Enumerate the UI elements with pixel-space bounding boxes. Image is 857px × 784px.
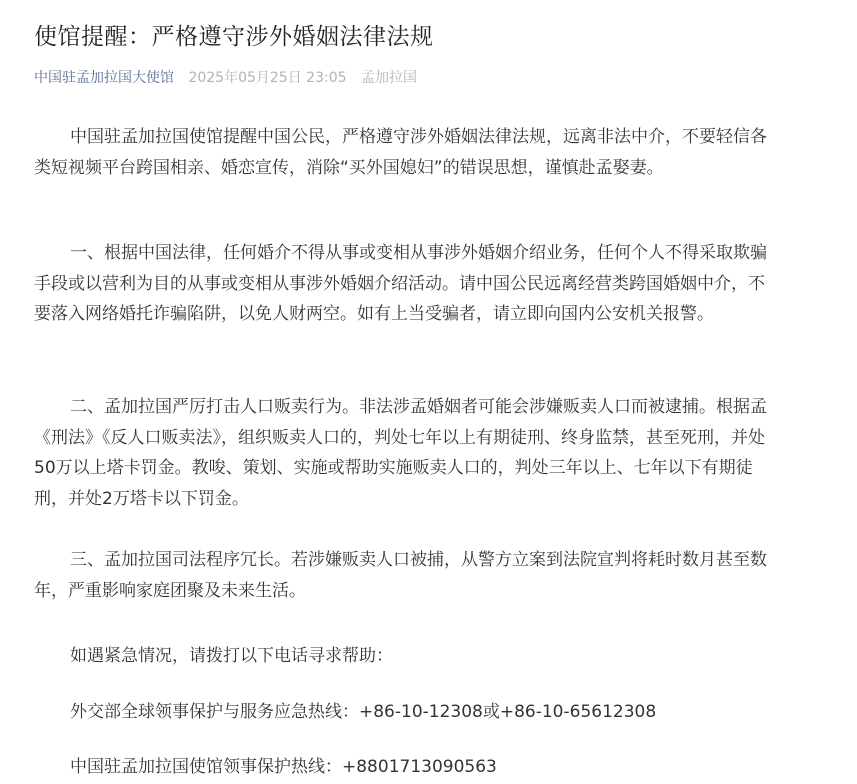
hotline-mfa: 外交部全球领事保护与服务应急热线：+86-10-12308或+86-10-65612308 <box>70 702 657 722</box>
hotline-embassy: 中国驻孟加拉国使馆领事保护热线：+8801713090563 <box>70 757 497 777</box>
author-link[interactable]: 中国驻孟加拉国大使馆 <box>34 70 174 86</box>
paragraph-intro: 中国驻孟加拉国使馆提醒中国公民，严格遵守涉外婚姻法律法规，远离非法中介，不要轻信各类短视频平台跨国相亲、婚恋宣传，消除“买外国媳妇”的错误思想，谨慎赴孟娶妻。 <box>34 127 767 178</box>
article-title: 使馆提醒：严格遵守涉外婚姻法律法规 <box>34 24 434 50</box>
paragraph-emergency: 如遇紧急情况，请拨打以下电话寻求帮助： <box>70 646 393 666</box>
paragraph-point-2: 二、孟加拉国严厉打击人口贩卖行为。非法涉孟婚姻者可能会涉嫌贩卖人口而被逮捕。根据孟《刑法》《反人口贩卖法》，组织贩卖人口的，判处七年以上有期徒刑、终身监禁，甚至死刑，并处50万以上塔卡罚金。教唆、策划、实施或帮助实施贩卖人口的，判处三年以上、七年以下有期徒刑，并处2万塔卡以下罚金。 <box>34 397 767 509</box>
paragraph-point-1: 一、根据中国法律，任何婚介不得从事或变相从事涉外婚姻介绍业务，任何个人不得采取欺骗手段或以营利为目的从事或变相从事涉外婚姻介绍活动。请中国公民远离经营类跨国婚姻中介，不要落入网络婚托诈骗陷阱，以免人财两空。如有上当受骗者，请立即向国内公安机关报警。 <box>34 243 767 324</box>
paragraph-point-3: 三、孟加拉国司法程序冗长。若涉嫌贩卖人口被捕，从警方立案到法院宣判将耗时数月甚至数年，严重影响家庭团聚及未来生活。 <box>34 550 767 601</box>
publish-date: 2025年05月25日 23:05 <box>188 70 347 86</box>
article-meta <box>34 67 417 87</box>
publish-location: 孟加拉国 <box>360 70 417 86</box>
